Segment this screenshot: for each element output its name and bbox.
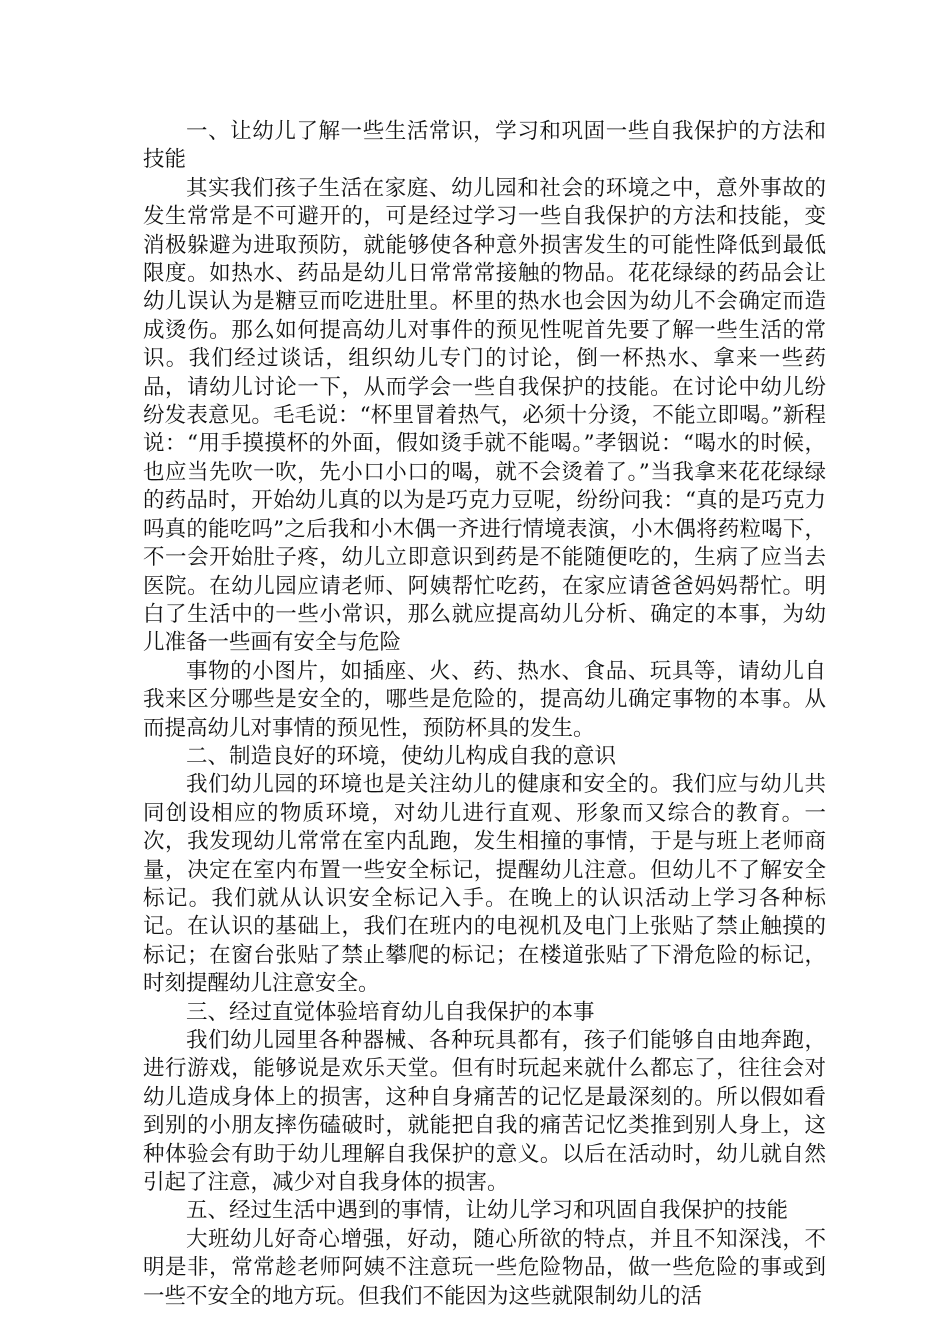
- paragraph-1: 其实我们孩子生活在家庭、幼儿园和社会的环境之中，意外事故的发生常常是不可避开的，可是经过学习一些自我保护的方法和技能，变消极躲避为进取预防，就能够使各种意外损害发生的可能性降低到最低限度。如热水、药品是幼儿日常常常接触的物品。花花绿绿的药品会让幼儿误认为是糖豆而吃进肚里。杯里的热水也会因为幼儿不会确定而造成烫伤。那么如何提高幼儿对事件的预见性呢首先要了解一些生活的常识。我们经过谈话，组织幼儿专门的讨论，倒一杯热水、拿来一些药品，请幼儿讨论一下，从而学会一些自我保护的技能。在讨论中幼儿纷纷发表意见。毛毛说：“杯里冒着热气，必须十分烫，不能立即喝。”新程说：“用手摸摸杯的外面，假如烫手就不能喝。”孝铟说：“喝水的时候，也应当先吹一吹，先小口小口的喝，就不会烫着了。”当我拿来花花绿绿的药品时，开始幼儿真的以为是巧克力豆呢，纷纷问我：“真的是巧克力吗真的能吃吗”之后我和小木偶一齐进行情境表演，小木偶将药粒喝下，不一会开始肚子疼，幼儿立即意识到药是不能随便吃的，生病了应当去医院。在幼儿园应请老师、阿姨帮忙吃药，在家应请爸爸妈妈帮忙。明白了生活中的一些小常识，那么就应提高幼儿分析、确定的本事，为幼儿准备一些画有安全与危险: [143, 175, 826, 656]
- heading-1: 一、让幼儿了解一些生活常识，学习和巩固一些自我保护的方法和技能: [143, 119, 826, 173]
- document-body: [143, 118, 826, 1311]
- paragraph-4: 我们幼儿园里各种器械、各种玩具都有，孩子们能够自由地奔跑，进行游戏，能够说是欢乐天堂。但有时玩起来就什么都忘了，往往会对幼儿造成身体上的损害，这种自身痛苦的记忆是最深刻的。所以假如看到别的小朋友摔伤磕破时，就能把自我的痛苦记忆类推到别人身上，这种体验会有助于幼儿理解自我保护的意义。以后在活动时，幼儿就自然引起了注意，减少对自我身体的损害。: [143, 1028, 826, 1196]
- heading-3: 三、经过直觉体验培育幼儿自我保护的本事: [186, 999, 595, 1025]
- paragraph-5: 大班幼儿好奇心增强，好动，随心所欲的特点，并且不知深浅，不明是非，常常趁老师阿姨不注意玩一些危险物品，做一些危险的事或到一些不安全的地方玩。但我们不能因为这些就限制幼儿的活: [143, 1226, 826, 1309]
- paragraph-2: 事物的小图片，如插座、火、药、热水、食品、玩具等，请幼儿自我来区分哪些是安全的，哪些是危险的，提高幼儿确定事物的本事。从而提高幼儿对事情的预见性，预防杯具的发生。: [143, 658, 826, 741]
- heading-2: 二、制造良好的环境，使幼儿构成自我的意识: [186, 743, 617, 769]
- paragraph-3: 我们幼儿园的环境也是关注幼儿的健康和安全的。我们应与幼儿共同创设相应的物质环境，对幼儿进行直观、形象而又综合的教育。一次，我发现幼儿常常在室内乱跑，发生相撞的事情，于是与班上老师商量，决定在室内布置一些安全标记，提醒幼儿注意。但幼儿不了解安全标记。我们就从认识安全标记入手。在晚上的认识活动上学习各种标记。在认识的基础上，我们在班内的电视机及电门上张贴了禁止触摸的标记；在窗台张贴了禁止攀爬的标记；在楼道张贴了下滑危险的标记，时刻提醒幼儿注意安全。: [143, 772, 826, 997]
- heading-5: 五、经过生活中遇到的事情，让幼儿学习和巩固自我保护的技能: [186, 1198, 789, 1224]
